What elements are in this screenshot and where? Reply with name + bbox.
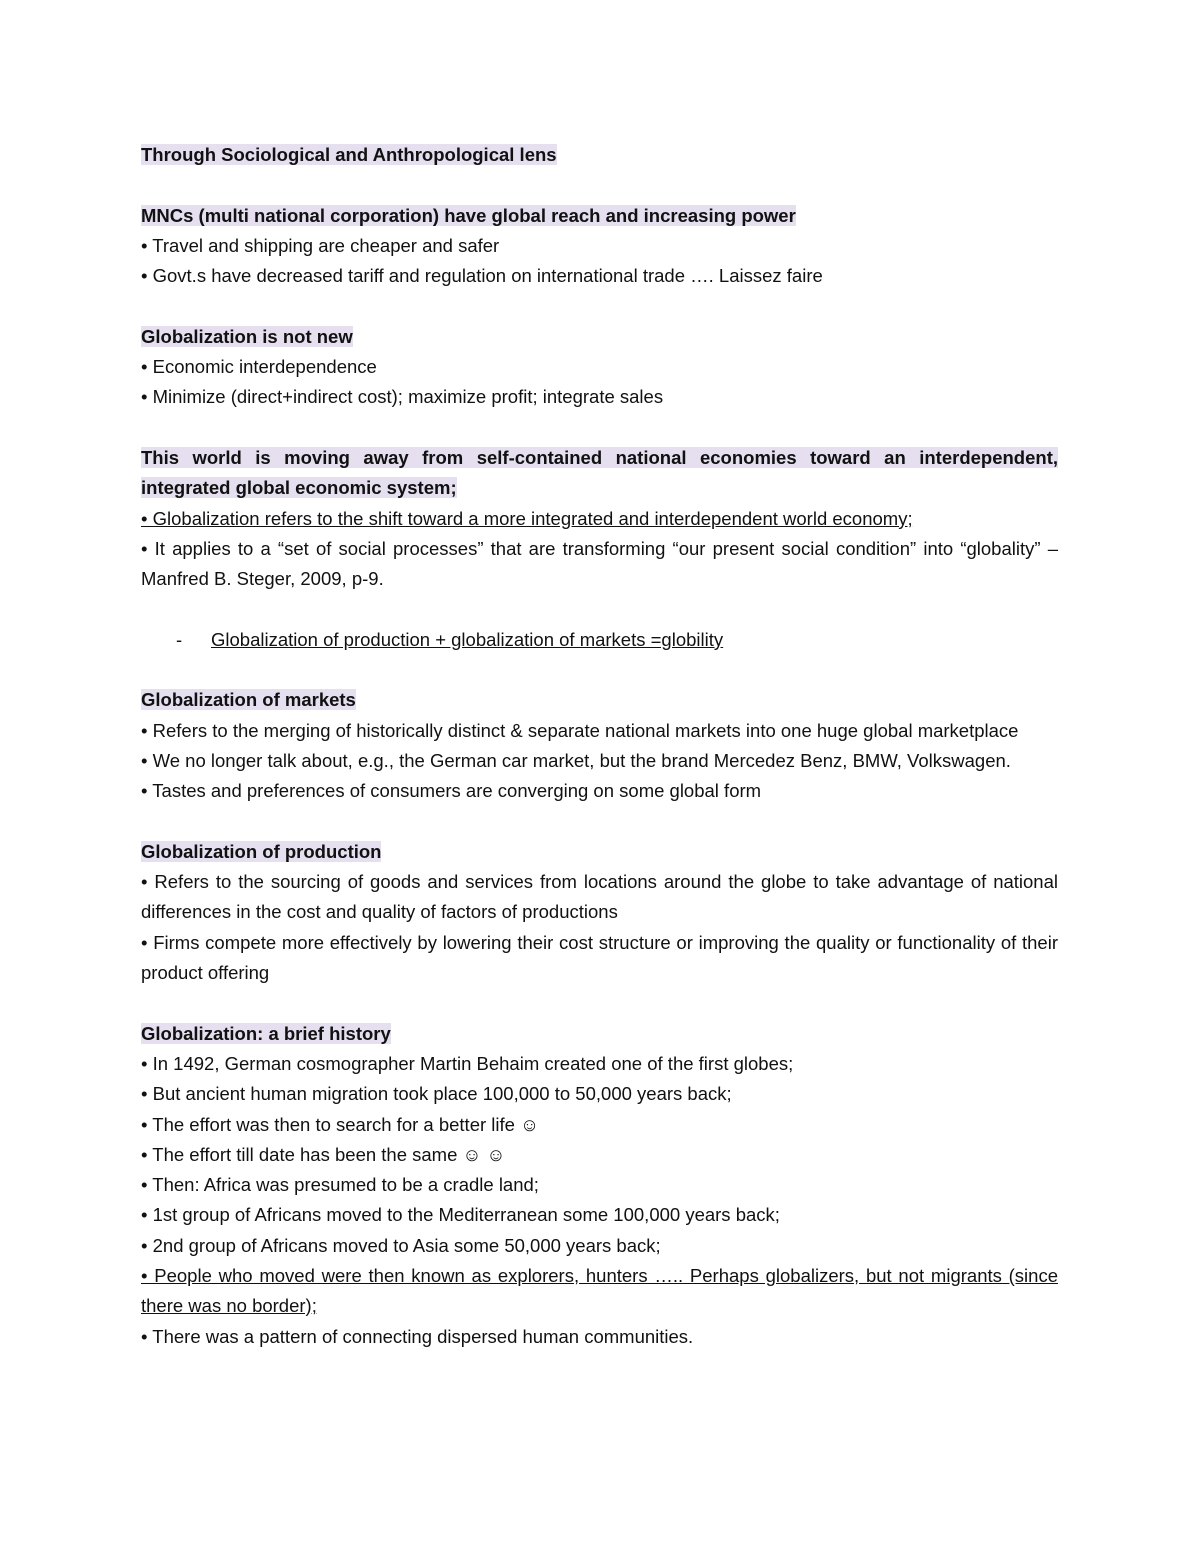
list-item: • Minimize (direct+indirect cost); maximize profit; integrate sales: [141, 386, 664, 408]
list-item: • Then: Africa was presumed to be a cradle land;: [141, 1174, 539, 1196]
list-item: • 2nd group of Africans moved to Asia some 50,000 years back;: [141, 1234, 661, 1256]
list-item: • But ancient human migration took place 100,000 to 50,000 years back;: [141, 1083, 732, 1105]
heading-text: MNCs (multi national corporation) have global reach and increasing power: [141, 204, 796, 226]
list-item: • Refers to the merging of historically distinct & separate national markets into one huge global marketplace: [141, 719, 1019, 741]
list-item: • There was a pattern of connecting dispersed human communities.: [141, 1325, 694, 1347]
list-item: • 1st group of Africans moved to the Mediterranean some 100,000 years back;: [141, 1204, 780, 1226]
list-item: • Tastes and preferences of consumers are converging on some global form: [141, 780, 762, 802]
dash-marker: -: [176, 628, 183, 650]
dash-list-item: [141, 625, 1058, 655]
heading-text: Globalization is not new: [141, 325, 353, 347]
list-item: • People who moved were then known as explorers, hunters ….. Perhaps globalizers, but not migrants (since there was no border);: [141, 1264, 1058, 1317]
spacer: [141, 170, 1058, 200]
list-item: • Govt.s have decreased tariff and regulation on international trade …. Laissez faire: [141, 265, 823, 287]
list-item: • In 1492, German cosmographer Martin Behaim created one of the first globes;: [141, 1052, 794, 1074]
spacer: [141, 988, 1058, 1018]
spacer: [141, 655, 1058, 685]
list-item: • Economic interdependence: [141, 356, 377, 378]
section-heading-production: [141, 837, 1058, 867]
list-item: • Refers to the sourcing of goods and services from locations around the globe to take advantage of national differences in the cost and quality of factors of productions: [141, 871, 1058, 923]
section-heading-moving: [141, 443, 1058, 504]
list-item: • Travel and shipping are cheaper and safer: [141, 234, 500, 256]
heading-text: Globalization: a brief history: [141, 1022, 391, 1044]
list-item: • Globalization refers to the shift toward a more integrated and interdependent world economy;: [141, 507, 913, 529]
section-heading-history: [141, 1019, 1058, 1049]
dash-item-text: Globalization of production + globalization of markets =globility: [211, 628, 724, 650]
list-item: • It applies to a “set of social processes” that are transforming “our present social condition” into “globality” – Manfred B. Steger, 2009, p-9.: [141, 537, 1058, 590]
list-item: • The effort till date has been the same ☺ ☺: [141, 1143, 506, 1165]
spacer: [141, 594, 1058, 624]
spacer: [141, 413, 1058, 443]
section-heading-markets: [141, 685, 1058, 715]
heading-text: Through Sociological and Anthropological lens: [141, 144, 557, 165]
heading-text: Globalization of markets: [141, 689, 356, 711]
spacer: [141, 807, 1058, 837]
list-item: • The effort was then to search for a better life ☺: [141, 1113, 539, 1135]
heading-text: Globalization of production: [141, 840, 382, 862]
spacer: [141, 291, 1058, 321]
document-page: [141, 140, 1058, 1352]
section-heading-intro: [141, 140, 1058, 170]
heading-text: This world is moving away from self-contained national economies toward an interdependent, integrated global economic system;: [141, 446, 1058, 499]
section-heading-not-new: [141, 322, 1058, 352]
list-item: • We no longer talk about, e.g., the German car market, but the brand Mercedez Benz, BMW, Volkswagen.: [141, 749, 1011, 771]
section-heading-mncs: [141, 201, 1058, 231]
list-item: • Firms compete more effectively by lowering their cost structure or improving the quality or functionality of their product offering: [141, 931, 1058, 984]
